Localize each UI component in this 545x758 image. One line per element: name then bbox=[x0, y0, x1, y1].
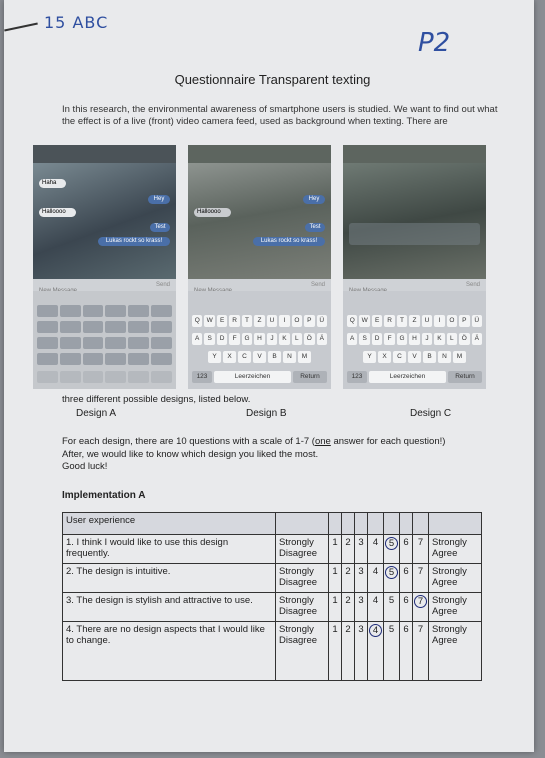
keyboard-key: L bbox=[292, 333, 302, 345]
keyboard-key: U bbox=[422, 315, 432, 327]
scale-low-label: Strongly Disagree bbox=[276, 535, 329, 564]
keyboard-key: B bbox=[268, 351, 281, 363]
table-row bbox=[63, 535, 482, 564]
keyboard-key: T bbox=[242, 315, 252, 327]
scale-option[interactable]: 6 bbox=[400, 593, 413, 622]
scale-option[interactable]: 4 bbox=[368, 535, 384, 564]
chat-bubble: Test bbox=[305, 223, 325, 232]
phone-design-a bbox=[33, 145, 176, 389]
scale-option[interactable]: 7 bbox=[413, 564, 429, 593]
table-row bbox=[63, 622, 482, 681]
question-text: 4. There are no design aspects that I would like to change. bbox=[63, 622, 276, 681]
page-title: Questionnaire Transparent texting bbox=[174, 72, 371, 87]
scale-option[interactable] bbox=[384, 535, 400, 564]
keyboard-key: J bbox=[267, 333, 277, 345]
keyboard-key: H bbox=[254, 333, 264, 345]
phone-design-c bbox=[343, 145, 486, 389]
keyboard-key: G bbox=[397, 333, 407, 345]
keyboard-key: W bbox=[204, 315, 214, 327]
design-a-label: Design A bbox=[76, 408, 117, 419]
selected-answer-circle: 5 bbox=[385, 566, 398, 579]
keyboard-key: S bbox=[204, 333, 214, 345]
keyboard-key: E bbox=[217, 315, 227, 327]
keyboard-key: K bbox=[434, 333, 444, 345]
scale-option[interactable]: 1 bbox=[329, 622, 342, 681]
intro-text: In this research, the environmental awareness of smartphone users is studied. We want to find out what the effect is of a live (front) video camera feed, used as background when texting. There are bbox=[62, 104, 498, 127]
phone-status-bar bbox=[33, 145, 176, 163]
chat-bubble: Lukas rockt so krass! bbox=[253, 237, 325, 246]
keyboard-key: D bbox=[217, 333, 227, 345]
table-header-row bbox=[63, 513, 482, 535]
phone-status-bar bbox=[343, 145, 486, 163]
chat-bubble: Haha bbox=[39, 179, 66, 188]
table-header: User experience bbox=[63, 513, 276, 535]
table-row bbox=[63, 564, 482, 593]
scale-option[interactable]: 2 bbox=[342, 593, 355, 622]
letter-keyboard: Q W E R T Z U I O P Ü A S D F G H J K L Ö Ä Y X C V B N M 123 Leerzeichen Return bbox=[188, 291, 331, 389]
scale-high-label: Strongly Agree bbox=[429, 593, 482, 622]
keyboard-key: Y bbox=[363, 351, 376, 363]
keyboard-key: R bbox=[229, 315, 239, 327]
scale-low-label: Strongly Disagree bbox=[276, 622, 329, 681]
section-heading: Implementation A bbox=[62, 490, 146, 501]
keyboard-key: Y bbox=[208, 351, 221, 363]
keyboard-key: H bbox=[409, 333, 419, 345]
question-text: 2. The design is intuitive. bbox=[63, 564, 276, 593]
scale-option[interactable]: 6 bbox=[400, 564, 413, 593]
keyboard-key: F bbox=[229, 333, 239, 345]
scale-option[interactable]: 3 bbox=[355, 593, 368, 622]
scale-low-label: Strongly Disagree bbox=[276, 564, 329, 593]
scale-low-label: Strongly Disagree bbox=[276, 593, 329, 622]
scale-option[interactable] bbox=[384, 564, 400, 593]
scale-option[interactable]: 5 bbox=[384, 622, 400, 681]
keyboard-key: B bbox=[423, 351, 436, 363]
selected-answer-circle: 7 bbox=[414, 595, 427, 608]
keyboard-key: A bbox=[192, 333, 202, 345]
message-bar: Send bbox=[188, 279, 331, 291]
keyboard-key: E bbox=[372, 315, 382, 327]
keyboard-key: G bbox=[242, 333, 252, 345]
keyboard-key: S bbox=[359, 333, 369, 345]
chat-bubble: Halloooo bbox=[194, 208, 231, 217]
question-text: 1. I think I would like to use this design frequently. bbox=[63, 535, 276, 564]
chat-bubble: Halloooo bbox=[39, 208, 76, 217]
camera-background bbox=[343, 163, 486, 279]
message-bar: Send bbox=[33, 279, 176, 291]
scale-option[interactable]: 1 bbox=[329, 535, 342, 564]
scale-option[interactable]: 7 bbox=[413, 622, 429, 681]
scale-option[interactable]: 7 bbox=[413, 535, 429, 564]
keyboard-key: U bbox=[267, 315, 277, 327]
keyboard-key: J bbox=[422, 333, 432, 345]
keyboard-key: V bbox=[408, 351, 421, 363]
keyboard-key: D bbox=[372, 333, 382, 345]
keyboard-key: Z bbox=[254, 315, 264, 327]
selected-answer-circle: 5 bbox=[385, 537, 398, 550]
keyboard-key: Ö bbox=[459, 333, 469, 345]
scale-high-label: Strongly Agree bbox=[429, 535, 482, 564]
keyboard-key: C bbox=[238, 351, 251, 363]
scale-option[interactable]: 1 bbox=[329, 593, 342, 622]
keyboard-key: X bbox=[223, 351, 236, 363]
emoji-keyboard bbox=[33, 291, 176, 389]
phone-design-b bbox=[188, 145, 331, 389]
handwritten-participant: P2 bbox=[418, 28, 451, 58]
keyboard-key: Ü bbox=[317, 315, 327, 327]
message-bar: Send bbox=[343, 279, 486, 291]
keyboard-key: O bbox=[292, 315, 302, 327]
camera-background bbox=[188, 163, 331, 279]
keyboard-key: Ü bbox=[472, 315, 482, 327]
keyboard-key: M bbox=[453, 351, 466, 363]
keyboard-key: V bbox=[253, 351, 266, 363]
scale-option[interactable]: 2 bbox=[342, 622, 355, 681]
keyboard-key: P bbox=[304, 315, 314, 327]
scale-option[interactable] bbox=[368, 622, 384, 681]
chat-overlay bbox=[349, 223, 480, 245]
keyboard-key: L bbox=[447, 333, 457, 345]
keyboard-key: O bbox=[447, 315, 457, 327]
scale-option[interactable]: 2 bbox=[342, 535, 355, 564]
scale-option[interactable]: 3 bbox=[355, 564, 368, 593]
keyboard-key: Q bbox=[347, 315, 357, 327]
scale-high-label: Strongly Agree bbox=[429, 622, 482, 681]
scale-option[interactable]: 1 bbox=[329, 564, 342, 593]
scale-high-label: Strongly Agree bbox=[429, 564, 482, 593]
keyboard-key: Z bbox=[409, 315, 419, 327]
scale-option[interactable]: 5 bbox=[384, 593, 400, 622]
table-row bbox=[63, 593, 482, 622]
scale-option[interactable]: 4 bbox=[368, 564, 384, 593]
chat-bubble: Hey bbox=[303, 195, 325, 204]
instructions: For each design, there are 10 questions with a scale of 1-7 (one answer for each question!) After, we would like to know which design you liked the most. Good luck! bbox=[62, 436, 446, 472]
letter-keyboard: Q W E R T Z U I O P Ü A S D F G H J K L Ö Ä Y X C V B N M 123 Leerzeichen Return bbox=[343, 291, 486, 389]
keyboard-key: T bbox=[397, 315, 407, 327]
keyboard-key: I bbox=[279, 315, 289, 327]
scale-option[interactable]: 4 bbox=[368, 593, 384, 622]
keyboard-key: Ä bbox=[317, 333, 327, 345]
keyboard-key: K bbox=[279, 333, 289, 345]
keyboard-key: C bbox=[393, 351, 406, 363]
phone-status-bar bbox=[188, 145, 331, 163]
rating-table bbox=[62, 512, 482, 681]
design-c-label: Design C bbox=[410, 408, 452, 419]
design-b-label: Design B bbox=[246, 408, 287, 419]
keyboard-key: Ö bbox=[304, 333, 314, 345]
keyboard-key: Ä bbox=[472, 333, 482, 345]
keyboard-key: X bbox=[378, 351, 391, 363]
designs-caption: three different possible designs, listed below. bbox=[62, 394, 251, 405]
keyboard-key: R bbox=[384, 315, 394, 327]
keyboard-key: I bbox=[434, 315, 444, 327]
chat-bubble: Lukas rockt so krass! bbox=[98, 237, 170, 246]
keyboard-key: F bbox=[384, 333, 394, 345]
scale-option[interactable] bbox=[413, 593, 429, 622]
keyboard-key: N bbox=[438, 351, 451, 363]
scale-option[interactable]: 2 bbox=[342, 564, 355, 593]
keyboard-key: A bbox=[347, 333, 357, 345]
chat-bubble: Test bbox=[150, 223, 170, 232]
scale-option[interactable]: 3 bbox=[355, 622, 368, 681]
keyboard-key: W bbox=[359, 315, 369, 327]
scale-option[interactable]: 6 bbox=[400, 535, 413, 564]
keyboard-key: P bbox=[459, 315, 469, 327]
keyboard-key: Q bbox=[192, 315, 202, 327]
keyboard-key: N bbox=[283, 351, 296, 363]
scale-option[interactable]: 3 bbox=[355, 535, 368, 564]
keyboard-key: M bbox=[298, 351, 311, 363]
question-text: 3. The design is stylish and attractive to use. bbox=[63, 593, 276, 622]
chat-bubble: Hey bbox=[148, 195, 170, 204]
handwritten-id: 15 ABC bbox=[44, 13, 109, 32]
selected-answer-circle: 4 bbox=[369, 624, 382, 637]
scale-option[interactable]: 6 bbox=[400, 622, 413, 681]
